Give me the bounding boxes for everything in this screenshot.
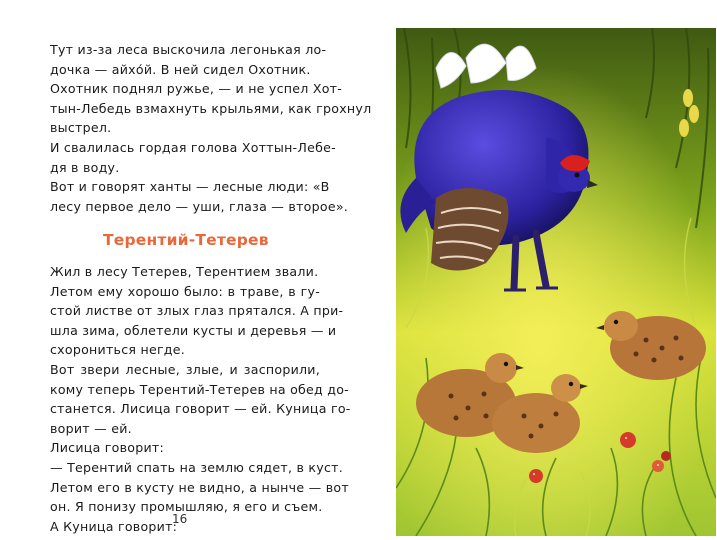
page-number: 16 (172, 512, 188, 526)
text-line: Жил в лесу Тетерев, Терентием звали. (50, 264, 319, 279)
text-block-2 (50, 262, 351, 536)
text-block-1 (50, 40, 372, 216)
text-line: дочка — айхо́й. В ней сидел Охотник. (50, 61, 311, 77)
chapter-heading: Терентий-Тетерев (103, 231, 269, 249)
text-line: лесу первое дело — уши, глаза — второе». (50, 198, 349, 214)
text-line: шла зима, облетели кусты и деревья — и (50, 322, 337, 338)
text-line: — Терентий спать на землю сядет, в куст. (50, 459, 343, 475)
text-line: он. Я понизу промышляю, я его и съем. (50, 499, 323, 515)
text-line: дя в воду. (50, 159, 120, 175)
text-line: Лисица говорит: (50, 440, 165, 456)
text-line: Вот и говорят ханты — лесные люди: «В (50, 179, 330, 195)
text-line: А Куница говорит: (50, 518, 178, 534)
text-line: Летом его в кусту не видно, а нынче — вот (50, 479, 349, 495)
text-line: Летом ему хорошо было: в траве, в гу- (50, 283, 320, 299)
text-line: кому теперь Терентий-Тетерев на обед до- (50, 381, 349, 397)
text-line: станется. Лисица говорит — ей. Куница го- (50, 401, 351, 417)
text-line: Вот звери лесные, злые, и заспорили, (50, 361, 320, 377)
text-line: ворит — ей. (50, 420, 132, 436)
text-line: схорониться негде. (50, 342, 186, 358)
text-line: стой листве от злых глаз прятался. А при- (50, 303, 344, 319)
text-line: тын-Лебедь взмахнуть крыльями, как грохнул (50, 100, 372, 116)
text-line: Охотник поднял ружье, — и не успел Хот- (50, 81, 343, 97)
text-line: выстрел. (50, 120, 112, 136)
grouse-illustration (396, 28, 716, 536)
text-line: Тут из-за леса выскочила легонькая ло- (50, 42, 327, 57)
text-line: И свалилась гордая голова Хоттын-Лебе- (50, 139, 336, 155)
